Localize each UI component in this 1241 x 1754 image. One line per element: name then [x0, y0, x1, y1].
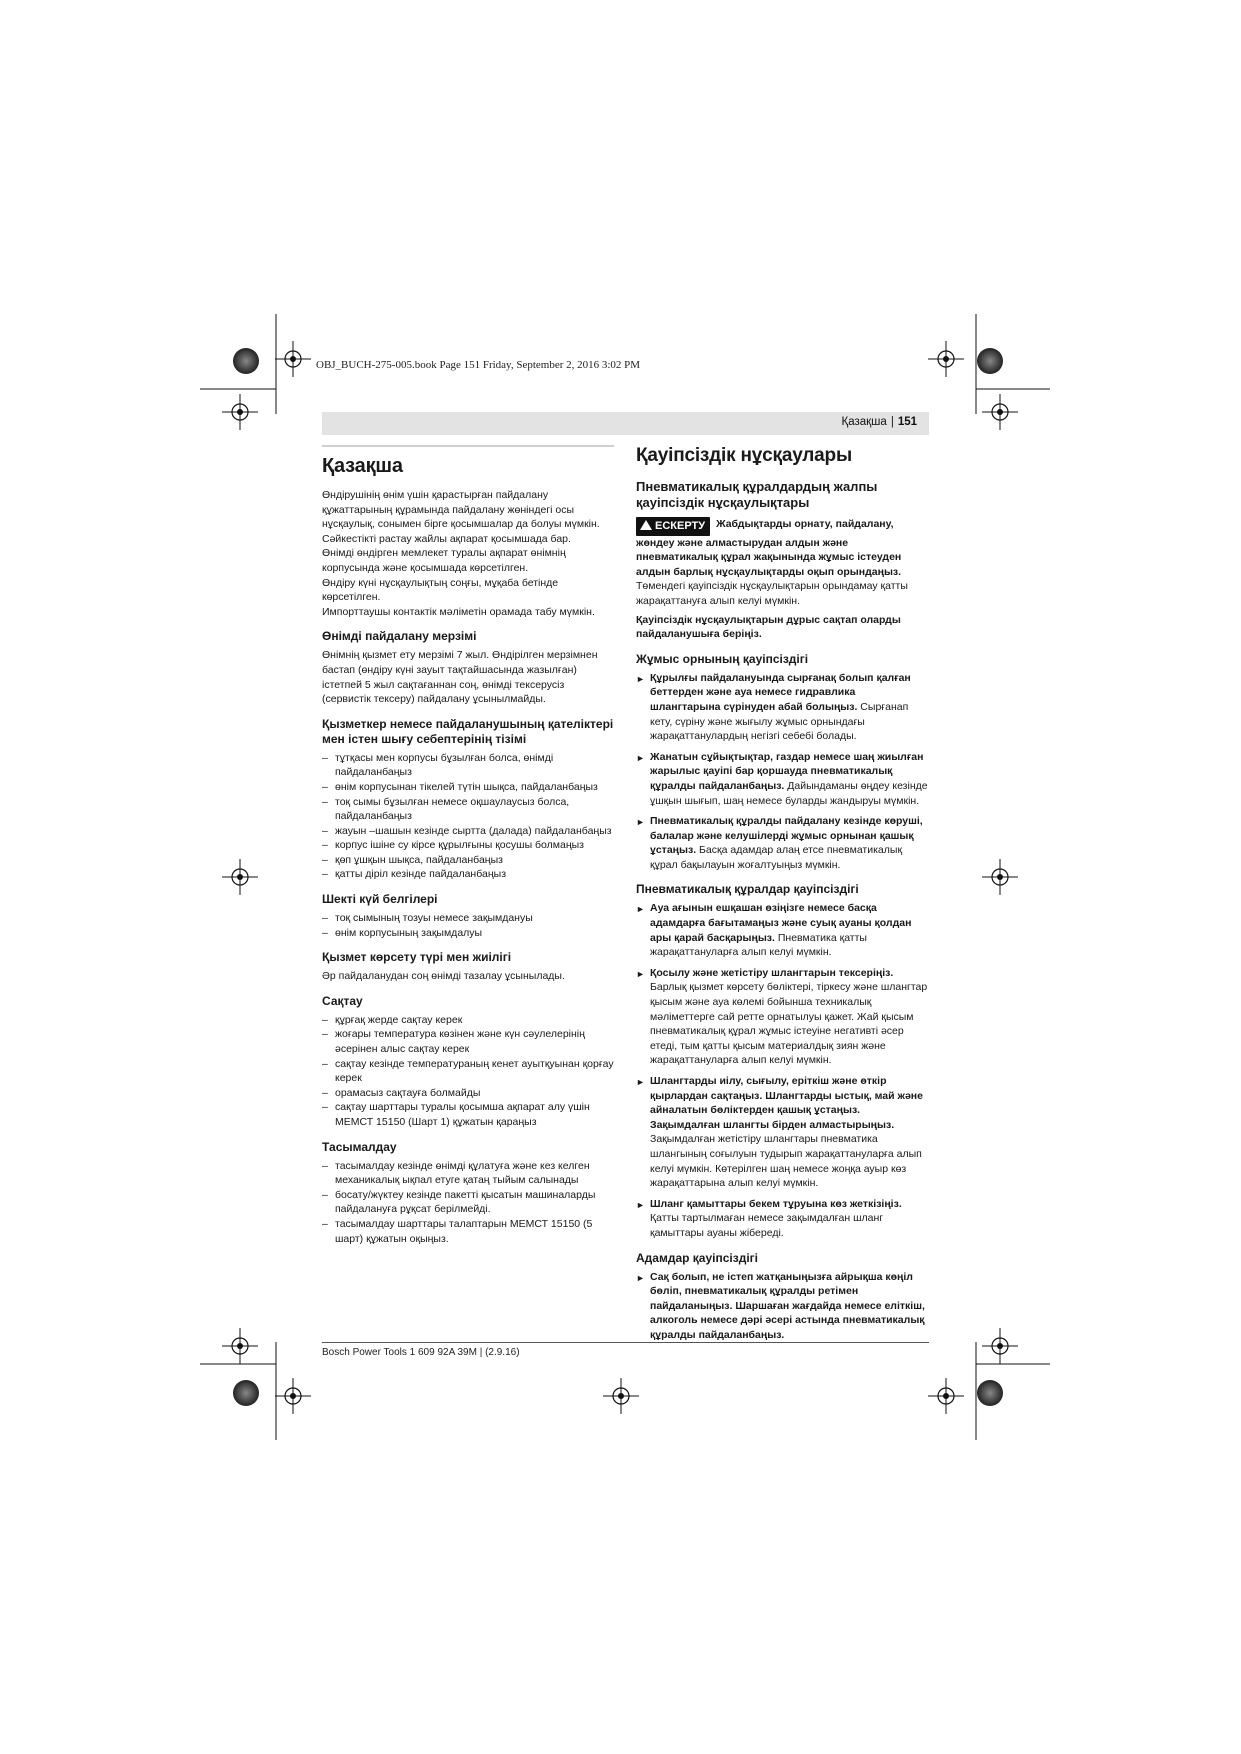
limit-states-list [322, 911, 614, 940]
list-item: – тасымалдау шарттары талаптарын МЕМСТ 15150 (5 шарт) құжатын оқыңыз. [322, 1217, 614, 1246]
warning-bold-text: Жабдықтарды орнату, пайдалану, жөндеу және алмастырудан алдын және пневматикалық құрал жақынында жұмыс істеуден алдын барлық нұсқаулықтарды оқып орындаңыз. [636, 518, 902, 578]
list-item: – сақтау кезінде температураның кенет ауытқуынан қорғау керек [322, 1057, 614, 1086]
people-list [636, 1270, 928, 1343]
page-number: 151 [897, 416, 917, 428]
list-item: – орамасыз сақтауға болмайды [322, 1086, 614, 1101]
list-item: – жауын –шашын кезінде сыртта (далада) пайдаланбаңыз [322, 824, 614, 839]
list-item: – тоқ сымының тозуы немесе зақымдануы [322, 911, 614, 926]
intro-paragraph: Өнімді өндірген мемлекет туралы ақпарат өнімнің корпусында және қосымшада көрсетілген. [322, 547, 566, 574]
list-item: ► Ауа ағынын ешқашан өзіңізге немесе басқа адамдарға бағытамаңыз және суық ауаны қолдан ары қарай басқарыңыз. Пневматика қатты жарақаттануларға алып келуі мүмкін. [636, 901, 928, 959]
list-item: – тұтқасы мен корпусы бұзылған болса, өнімді пайдаланбаңыз [322, 751, 614, 780]
storage-list [322, 1013, 614, 1130]
errors-heading: Қызметкер немесе пайдаланушының қателіктері мен істен шығу себептерінің тізімі [322, 716, 614, 746]
print-header: OBJ_BUCH-275-005.book Page 151 Friday, September 2, 2016 3:02 PM [316, 359, 641, 371]
list-item: ► Құрылғы пайдалануында сырғанақ болып қалған беттерден және ауа немесе гидравлика шлангтарына сүрінуден абай болыңыз. Сырғанап кету, сүріну және жығылу жұмыс орнындағы жарақаттанулардың негізгі себебі болады. [636, 671, 928, 744]
safety-title: Қауіпсіздік нұсқаулары [636, 445, 852, 466]
list-item: – босату/жүктеу кезінде пакетті қысатын машиналарды пайдалануға рұқсат берілмейді. [322, 1188, 614, 1217]
pneumatic-list [636, 901, 928, 1240]
workplace-heading: Жұмыс орнының қауіпсіздігі [636, 651, 809, 666]
people-heading: Адамдар қауіпсіздігі [636, 1250, 758, 1265]
intro-paragraph: Өндіру күні нұсқаулықтың соңғы, мұқаба бетінде көрсетілген. [322, 576, 559, 604]
list-item: – корпус ішіне су кірсе құрылғыны қосушы болмаңыз [322, 838, 614, 853]
service-text: Әр пайдаланудан соң өнімді тазалау ұсынылады. [322, 970, 565, 983]
list-item: ► Пневматикалық құралды пайдалану кезінде көруші, балалар және келушілерді жұмыс орнынан қашық ұстаңыз. Басқа адамдар алаң етсе пневматикалық құрал бақылауын жоғалтуыңыз мүмкін. [636, 814, 928, 872]
left-column [322, 445, 614, 1246]
list-item: – сақтау шарттары туралы қосымша ақпарат алу үшін МЕМСТ 15150 (Шарт 1) құжатын қараңыз [322, 1100, 614, 1129]
intro-paragraph: Өндірушінің өнім үшін қарастырған пайдалану құжаттарының құрамында пайдалану жөніндегі осы нұсқаулық, сонымен бірге қосымшалар да болуы мүмкін. [322, 489, 600, 531]
footer: Bosch Power Tools 1 609 92A 39M | (2.9.16) [322, 1347, 520, 1358]
intro-paragraph: Сәйкестікті растау жайлы ақпарат қосымшада бар. [322, 532, 571, 545]
list-item: – өнім корпусынан тікелей түтін шықса, пайдаланбаңыз [322, 780, 614, 795]
list-item: ► Сақ болып, не істеп жатқаныңызға айрықша көңіл бөліп, пневматикалық құралды ретімен пайдаланыңыз. Шаршаған жағдайда немесе еліткіш, алкоголь немесе дәрі әсері астында пневматикалық құралды пайдаланбаңыз. [636, 1270, 928, 1343]
pneumatic-heading: Пневматикалық құралдар қауіпсіздігі [636, 882, 859, 897]
list-item: ► Шлангтарды иілу, сығылу, еріткіш және өткір қырлардан сақтаңыз. Шлангтарды ыстық, май және айналатын бөліктерден қашық ұстаңыз. Зақымдалған шлангты бірден алмастырыңыз. Зақымдалған жетістіру шлангтары пневматика шлангының соғылуын тудырып жарақаттануларға алып келуі мүмкін. Көтерілген шаң немесе жоңқа ауыр көз жарақаттарына алып келуі мүмкін. [636, 1074, 928, 1191]
right-column [636, 445, 928, 1349]
header-language: Қазақша [841, 416, 887, 428]
service-life-text: Өнімнің қызмет ету мерзімі 7 жыл. Өндірілген мерзімнен бастап (өндіру күні зауыт тақтайшасында жазылған) істетпей 5 жыл сақтағаннан соң, өнімді тексерусіз (сервистік тексеру) пайдалану ұсынылмайды. [322, 649, 598, 706]
list-item: – тоқ сымы бұзылған немесе оқшаулаусыз болса, пайдаланбаңыз [322, 795, 614, 824]
warning-badge: ЕСКЕРТУ [636, 517, 710, 536]
running-header: Қазақша | 151 [322, 412, 929, 435]
section-title-kazakh: Қазақша [322, 455, 403, 477]
list-item: ► Жанатын сұйықтықтар, газдар немесе шаң жиылған жарылыс қауіпі бар қоршауда пневматикалық құралды пайдаланбаңыз. Дайындаманы өңдеу кезінде ұшқын шығып, шаң немесе буларды жандыруы мүмкін. [636, 750, 928, 808]
service-heading: Қызмет көрсету түрі мен жиілігі [322, 950, 512, 965]
intro-text [322, 488, 614, 619]
list-item: – құрғақ жерде сақтау керек [322, 1013, 614, 1028]
workplace-list [636, 671, 928, 873]
service-life-heading: Өнімді пайдалану мерзімі [322, 629, 477, 644]
warning-block [636, 517, 928, 609]
transport-list [322, 1159, 614, 1247]
transport-heading: Тасымалдау [322, 1139, 397, 1154]
footer-rule [322, 1342, 929, 1343]
list-item: – қөп ұшқын шықса, пайдаланбаңыз [322, 853, 614, 868]
keep-instructions: Қауіпсіздік нұсқаулықтарын дұрыс сақтап оларды пайдаланушыға беріңіз. [636, 613, 901, 641]
list-item: – қатты діріл кезінде пайдаланбаңыз [322, 867, 614, 882]
storage-heading: Сақтау [322, 993, 363, 1008]
intro-paragraph: Импорттаушы контактік мәліметін орамада табу мүмкін. [322, 605, 595, 618]
general-safety-heading: Пневматикалық құралдардың жалпы қауіпсіздік нұсқаулықтары [636, 479, 878, 510]
warning-triangle-icon [640, 520, 652, 530]
list-item: ► Қосылу және жетістіру шлангтарын тексеріңіз. Барлық қызмет көрсету бөліктері, тіркесу және шлангтар қысым және ауа көлемі бойынша техникалық мәліметтерге сай ретте орнатылуы қажет. Жай қысым пневматикалық құрал жұмыс істеуіне негативті әсер етеді, тым қатты қысым материалдық зиян және жарақаттануларға алып келуі мүмкін. [636, 966, 928, 1068]
list-item: – жоғары температура көзінен және күн сәулелерінің әсерінен алыс сақтау керек [322, 1027, 614, 1056]
errors-list [322, 751, 614, 882]
list-item: ► Шланг қамыттары бекем тұруына көз жеткізіңіз. Қатты тартылмаған немесе зақымдалған шланг қамыттары ауаны жібереді. [636, 1197, 928, 1241]
list-item: – тасымалдау кезінде өнімді құлатуға және кез келген механикалық ықпал етуге қатаң тыйым салынады [322, 1159, 614, 1188]
warning-text: Төмендегі қауіпсіздік нұсқаулықтарын орындамау қатты жарақаттануға алып келуі мүмкін. [636, 580, 908, 607]
list-item: – өнім корпусының зақымдалуы [322, 926, 614, 941]
limit-states-heading: Шекті күй белгілері [322, 892, 438, 907]
